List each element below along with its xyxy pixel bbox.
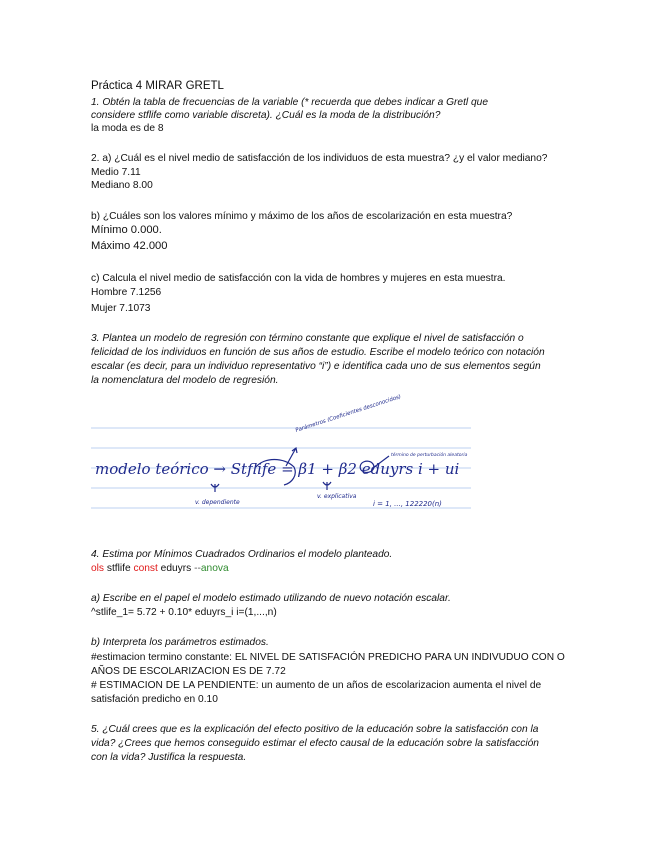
q4a-answer: ^stlife_1= 5.72 + 0.10* eduyrs_i i=(1,...,n) xyxy=(91,607,277,618)
q2a-medio: Medio 7.11 xyxy=(91,167,141,178)
q2a-mediano: Mediano 8.00 xyxy=(91,180,153,191)
q5-line-3: con la vida? Justifica la respuesta. xyxy=(91,752,247,763)
cmd-dep: stflife xyxy=(104,563,134,574)
q4b-line-2: AÑOS DE ESCOLARIZACION ES DE 7.72 xyxy=(91,666,286,677)
q4b-question: b) Interpreta los parámetros estimados. xyxy=(91,637,269,648)
note-exp-label: v. explicativa xyxy=(317,493,357,500)
q2a-question: 2. a) ¿Cuál es el nivel medio de satisfacción de los individuos de esta muestra? ¿y el valor mediano? xyxy=(91,153,548,164)
cmd-var: eduyrs xyxy=(157,563,195,574)
cmd-const: const xyxy=(133,563,158,574)
cmd-ols: ols xyxy=(91,563,105,574)
q4b-line-3: # ESTIMACION DE LA PENDIENTE: un aumento de un años de escolarizacion aumenta el nivel de xyxy=(91,680,542,691)
cmd-anova: anova xyxy=(200,563,229,574)
q3-line-4: la nomenclatura del modelo de regresión. xyxy=(91,375,279,386)
note-dep-label: v. dependiente xyxy=(195,499,240,506)
cmd-dash: -- xyxy=(194,563,201,574)
q2b-minimo: Mínimo 0.000. xyxy=(91,224,162,236)
q3-line-1: 3. Plantea un modelo de regresión con término constante que explique el nivel de satisfacción o xyxy=(91,333,524,344)
q4-question: 4. Estima por Mínimos Cuadrados Ordinarios el modelo planteado. xyxy=(91,549,393,560)
q1-answer: la moda es de 8 xyxy=(91,123,164,134)
note-main-formula: modelo teórico → Stflife = β1 + β2 eduyrs i + ui xyxy=(95,460,460,478)
exp-brace xyxy=(323,482,331,490)
q2c-hombre: Hombre 7.1256 xyxy=(91,287,162,298)
q2b-question: b) ¿Cuáles son los valores mínimo y máximo de los años de escolarización en esta muestra? xyxy=(91,211,513,222)
q1-line-1: 1. Obtén la tabla de frecuencias de la variable (* recuerda que debes indicar a Gretl que xyxy=(91,97,488,108)
q4-command xyxy=(91,562,229,575)
q2c-question: c) Calcula el nivel medio de satisfacción con la vida de hombres y mujeres en esta muestra. xyxy=(91,273,506,284)
q4b-line-4: satisfación predicho en 0.10 xyxy=(91,694,218,705)
handwritten-model-note xyxy=(91,393,471,518)
page-title: Práctica 4 MIRAR GRETL xyxy=(91,80,224,92)
q2b-maximo: Máximo 42.000 xyxy=(91,240,168,252)
q5-line-2: vida? ¿Crees que hemos conseguido estimar el efecto causal de la educación sobre la satisfacción xyxy=(91,738,539,749)
q3-line-3: escalar (es decir, para un individuo representativo “i”) e identifica cada uno de sus elementos según xyxy=(91,361,541,372)
note-perturb-label: término de perturbación aleatoria xyxy=(391,453,468,458)
q4b-line-1: #estimacion termino constante: EL NIVEL DE SATISFACIÓN PREDICHO PARA UN INDIVUDUO CON O xyxy=(91,652,565,663)
q4a-question: a) Escribe en el papel el modelo estimado utilizando de nuevo notación escalar. xyxy=(91,593,451,604)
note-index: i = 1, ..., 122220(n) xyxy=(373,500,442,508)
q5-line-1: 5. ¿Cuál crees que es la explicación del efecto positivo de la educación sobre la satisfacción con la xyxy=(91,724,539,735)
q1-line-2: considere stflife como variable discreta). ¿Cuál es la moda de la distribución? xyxy=(91,110,441,121)
q3-line-2: felicidad de los individuos en función de sus años de estudio. Escribe el modelo teórico con notación xyxy=(91,347,545,358)
q2c-mujer: Mujer 7.1073 xyxy=(91,303,151,314)
note-param-label: Parámetros (Coeficientes desconocidos) xyxy=(294,393,402,434)
